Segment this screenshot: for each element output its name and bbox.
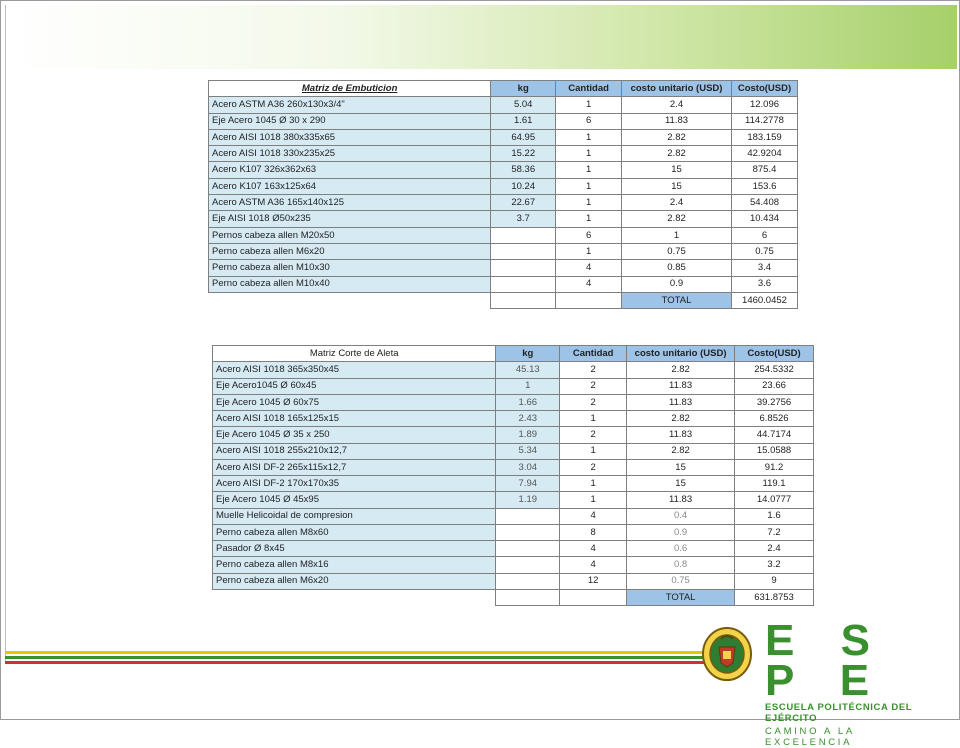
item-description: Acero AISI 1018 255x210x12,7 [213, 443, 496, 459]
table-row [213, 573, 814, 589]
total-label: TOTAL [622, 292, 732, 308]
column-header: Cantidad [556, 81, 622, 97]
item-description: Acero AISI DF-2 170x170x35 [213, 476, 496, 492]
empty-cell [209, 292, 491, 308]
item-unit-cost: 11.83 [627, 394, 735, 410]
item-quantity: 2 [560, 378, 627, 394]
item-quantity: 1 [560, 443, 627, 459]
item-description: Perno cabeza allen M10x30 [209, 260, 491, 276]
item-quantity: 1 [560, 411, 627, 427]
item-quantity: 1 [556, 178, 622, 194]
item-cost: 44.7174 [735, 427, 814, 443]
item-cost: 1.6 [735, 508, 814, 524]
tricolor-stripes [5, 649, 705, 669]
item-quantity: 4 [556, 260, 622, 276]
item-kg: 15.22 [491, 146, 556, 162]
table-row [213, 476, 814, 492]
column-header: Costo(USD) [735, 346, 814, 362]
table-row [213, 378, 814, 394]
item-kg: 5.04 [491, 97, 556, 113]
item-cost: 3.2 [735, 557, 814, 573]
item-quantity: 1 [556, 211, 622, 227]
item-unit-cost: 0.85 [622, 260, 732, 276]
motto: CAMINO A LA EXCELENCIA [765, 726, 855, 748]
item-description: Acero AISI DF-2 265x115x12,7 [213, 459, 496, 475]
item-cost: 875.4 [731, 162, 797, 178]
item-kg: 3.04 [496, 459, 560, 475]
item-kg: 1 [496, 378, 560, 394]
item-description: Acero AISI 1018 330x235x25 [209, 146, 491, 162]
item-cost: 14.0777 [735, 492, 814, 508]
item-unit-cost: 15 [622, 162, 732, 178]
item-quantity: 2 [560, 394, 627, 410]
total-row [213, 589, 814, 605]
item-kg: 5.34 [496, 443, 560, 459]
item-cost: 153.6 [731, 178, 797, 194]
item-description: Eje Acero1045 Ø 60x45 [213, 378, 496, 394]
total-value: 1460.0452 [731, 292, 797, 308]
university-seal-icon [701, 625, 753, 683]
item-description: Acero K107 326x362x63 [209, 162, 491, 178]
table-row [213, 411, 814, 427]
item-cost: 7.2 [735, 524, 814, 540]
item-cost: 9 [735, 573, 814, 589]
empty-cell [213, 589, 496, 605]
item-unit-cost: 0.8 [627, 557, 735, 573]
item-cost: 12.096 [731, 97, 797, 113]
item-quantity: 1 [556, 243, 622, 259]
item-unit-cost: 11.83 [627, 492, 735, 508]
table-row [209, 195, 798, 211]
item-description: Pasador Ø 8x45 [213, 541, 496, 557]
item-kg [491, 227, 556, 243]
empty-cell [496, 589, 560, 605]
table-row [209, 162, 798, 178]
table-row [213, 541, 814, 557]
table-title: Matriz Corte de Aleta [213, 346, 496, 362]
item-description: Eje Acero 1045 Ø 60x75 [213, 394, 496, 410]
empty-cell [560, 589, 627, 605]
item-cost: 183.159 [731, 129, 797, 145]
item-cost: 2.4 [735, 541, 814, 557]
header-gradient-band [5, 5, 957, 69]
item-description: Perno cabeza allen M6x20 [213, 573, 496, 589]
item-quantity: 4 [556, 276, 622, 292]
item-cost: 39.2756 [735, 394, 814, 410]
item-description: Muelle Helicoidal de compresion [213, 508, 496, 524]
table-row [209, 211, 798, 227]
item-kg [491, 276, 556, 292]
item-unit-cost: 2.82 [627, 362, 735, 378]
item-cost: 42.9204 [731, 146, 797, 162]
table-row [213, 508, 814, 524]
item-description: Acero AISI 1018 380x335x65 [209, 129, 491, 145]
item-kg [496, 573, 560, 589]
item-unit-cost: 2.82 [627, 411, 735, 427]
item-quantity: 6 [556, 113, 622, 129]
table-row [213, 443, 814, 459]
item-unit-cost: 11.83 [627, 378, 735, 394]
item-cost: 10.434 [731, 211, 797, 227]
table-matriz-corte-aleta [212, 345, 814, 606]
table-title: Matriz de Embuticion [209, 81, 491, 97]
item-quantity: 4 [560, 557, 627, 573]
table-row [209, 97, 798, 113]
item-unit-cost: 11.83 [622, 113, 732, 129]
item-unit-cost: 2.82 [622, 146, 732, 162]
item-unit-cost: 2.82 [622, 129, 732, 145]
item-unit-cost: 0.6 [627, 541, 735, 557]
column-header: Costo(USD) [731, 81, 797, 97]
item-description: Perno cabeza allen M8x16 [213, 557, 496, 573]
item-description: Pernos cabeza allen M20x50 [209, 227, 491, 243]
total-row [209, 292, 798, 308]
item-kg [491, 243, 556, 259]
item-cost: 114.2778 [731, 113, 797, 129]
table-row [213, 524, 814, 540]
table-row [209, 227, 798, 243]
table-row [209, 178, 798, 194]
item-cost: 6.8526 [735, 411, 814, 427]
item-unit-cost: 15 [627, 459, 735, 475]
item-quantity: 1 [556, 146, 622, 162]
empty-cell [491, 292, 556, 308]
table-matriz-embuticion [208, 80, 798, 309]
table-row [209, 260, 798, 276]
item-unit-cost: 15 [622, 178, 732, 194]
item-cost: 54.408 [731, 195, 797, 211]
item-kg [491, 260, 556, 276]
item-kg: 22.67 [491, 195, 556, 211]
item-kg [496, 541, 560, 557]
item-kg: 2.43 [496, 411, 560, 427]
item-unit-cost: 2.4 [622, 97, 732, 113]
table-row [209, 146, 798, 162]
institution-name: ESCUELA POLITÉCNICA DEL EJÉRCITO [765, 702, 912, 724]
table-row [213, 362, 814, 378]
header-row [209, 81, 798, 97]
item-description: Eje Acero 1045 Ø 30 x 290 [209, 113, 491, 129]
item-description: Acero AISI 1018 165x125x15 [213, 411, 496, 427]
item-description: Perno cabeza allen M8x60 [213, 524, 496, 540]
item-cost: 3.4 [731, 260, 797, 276]
espe-logotype: E S P E [765, 616, 887, 705]
item-cost: 0.75 [731, 243, 797, 259]
item-cost: 3.6 [731, 276, 797, 292]
item-cost: 91.2 [735, 459, 814, 475]
item-unit-cost: 0.9 [622, 276, 732, 292]
item-unit-cost: 1 [622, 227, 732, 243]
item-description: Acero AISI 1018 365x350x45 [213, 362, 496, 378]
item-kg: 45.13 [496, 362, 560, 378]
item-unit-cost: 2.82 [627, 443, 735, 459]
item-description: Perno cabeza allen M10x40 [209, 276, 491, 292]
item-kg: 1.89 [496, 427, 560, 443]
item-description: Eje Acero 1045 Ø 35 x 250 [213, 427, 496, 443]
column-header: costo unitario (USD) [622, 81, 732, 97]
espe-branding [765, 616, 945, 748]
item-unit-cost: 0.75 [622, 243, 732, 259]
item-kg [496, 557, 560, 573]
item-quantity: 1 [556, 97, 622, 113]
item-kg: 10.24 [491, 178, 556, 194]
item-description: Eje AISI 1018 Ø50x235 [209, 211, 491, 227]
empty-cell [556, 292, 622, 308]
item-cost: 23.66 [735, 378, 814, 394]
item-description: Acero ASTM A36 165x140x125 [209, 195, 491, 211]
item-description: Acero ASTM A36 260x130x3/4" [209, 97, 491, 113]
table-row [209, 113, 798, 129]
table-row [213, 427, 814, 443]
table-row [213, 492, 814, 508]
item-kg [496, 524, 560, 540]
table-row [213, 394, 814, 410]
item-quantity: 1 [556, 162, 622, 178]
item-kg: 1.19 [496, 492, 560, 508]
item-cost: 6 [731, 227, 797, 243]
item-quantity: 6 [556, 227, 622, 243]
item-unit-cost: 2.4 [622, 195, 732, 211]
table-row [213, 459, 814, 475]
item-kg: 7.94 [496, 476, 560, 492]
item-unit-cost: 0.4 [627, 508, 735, 524]
item-unit-cost: 0.75 [627, 573, 735, 589]
item-kg: 64.95 [491, 129, 556, 145]
header-row [213, 346, 814, 362]
column-header: Cantidad [560, 346, 627, 362]
table-row [209, 129, 798, 145]
total-value: 631.8753 [735, 589, 814, 605]
item-description: Eje Acero 1045 Ø 45x95 [213, 492, 496, 508]
table-row [209, 243, 798, 259]
item-quantity: 1 [556, 129, 622, 145]
item-kg: 3.7 [491, 211, 556, 227]
item-quantity: 1 [560, 492, 627, 508]
left-border-line [5, 5, 6, 661]
item-kg: 58.36 [491, 162, 556, 178]
item-description: Acero K107 163x125x64 [209, 178, 491, 194]
item-quantity: 4 [560, 508, 627, 524]
item-quantity: 2 [560, 427, 627, 443]
item-cost: 15.0588 [735, 443, 814, 459]
column-header: costo unitario (USD) [627, 346, 735, 362]
table-row [213, 557, 814, 573]
table-row [209, 276, 798, 292]
item-unit-cost: 15 [627, 476, 735, 492]
item-unit-cost: 0.9 [627, 524, 735, 540]
item-description: Perno cabeza allen M6x20 [209, 243, 491, 259]
item-quantity: 2 [560, 362, 627, 378]
item-quantity: 4 [560, 541, 627, 557]
item-cost: 254.5332 [735, 362, 814, 378]
item-quantity: 8 [560, 524, 627, 540]
item-quantity: 1 [556, 195, 622, 211]
item-kg [496, 508, 560, 524]
column-header: kg [496, 346, 560, 362]
item-unit-cost: 11.83 [627, 427, 735, 443]
item-cost: 119.1 [735, 476, 814, 492]
item-kg: 1.61 [491, 113, 556, 129]
item-quantity: 2 [560, 459, 627, 475]
column-header: kg [491, 81, 556, 97]
item-quantity: 12 [560, 573, 627, 589]
item-quantity: 1 [560, 476, 627, 492]
item-kg: 1.66 [496, 394, 560, 410]
item-unit-cost: 2.82 [622, 211, 732, 227]
total-label: TOTAL [627, 589, 735, 605]
